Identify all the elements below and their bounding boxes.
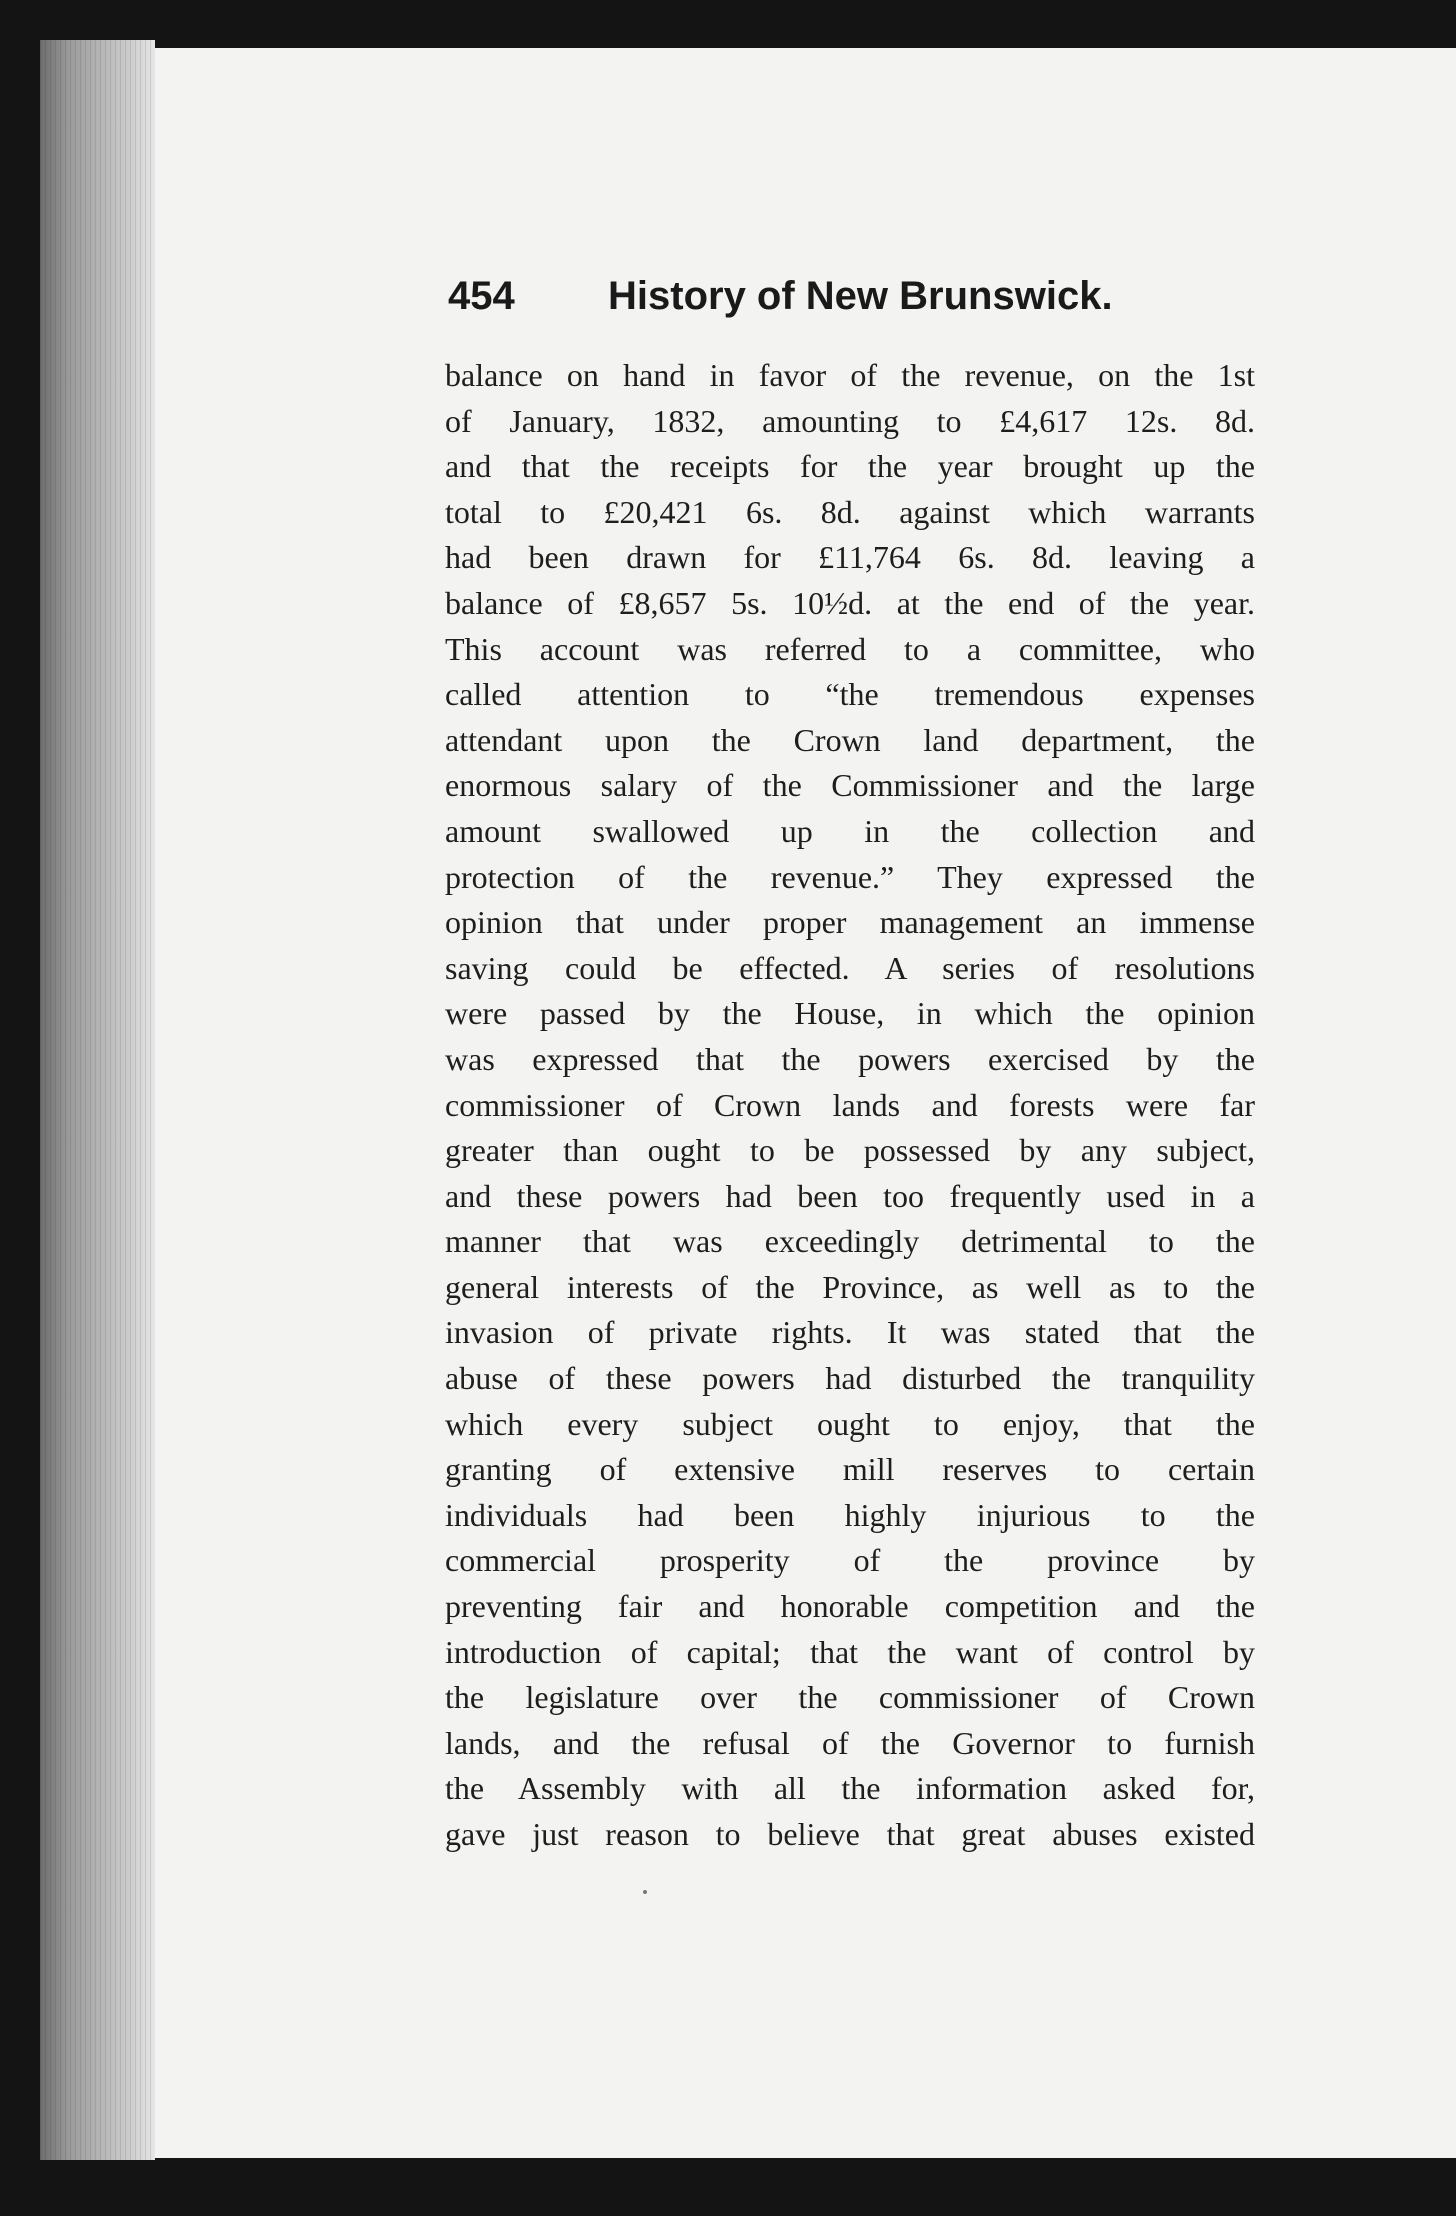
text-line: and that the receipts for the year brought up the	[445, 448, 1255, 485]
text-line: amount swallowed up in the collection and	[445, 812, 1255, 849]
text-line: balance of £8,657 5s. 10½d. at the end of the year.	[445, 584, 1255, 621]
text-line: manner that was exceedingly detrimental to the	[445, 1223, 1255, 1260]
text-line: lands, and the refusal of the Governor to furnish	[445, 1724, 1255, 1761]
text-line: of January, 1832, amounting to £4,617 12s. 8d.	[445, 402, 1255, 439]
text-line: attendant upon the Crown land department, the	[445, 721, 1255, 758]
text-line: the Assembly with all the information asked for,	[445, 1770, 1255, 1807]
scan-speck	[643, 1890, 647, 1894]
text-line: enormous salary of the Commissioner and the large	[445, 767, 1255, 804]
text-line: saving could be effected. A series of resolutions	[445, 949, 1255, 986]
text-line: and these powers had been too frequently used in a	[445, 1177, 1255, 1214]
page-header	[448, 266, 1258, 326]
text-line: was expressed that the powers exercised by the	[445, 1040, 1255, 1077]
text-line: This account was referred to a committee, who	[445, 630, 1255, 667]
book-page-edges	[40, 40, 155, 2160]
text-line: introduction of capital; that the want of control by	[445, 1633, 1255, 1670]
text-line: balance on hand in favor of the revenue, on the 1st	[445, 357, 1255, 393]
text-line: total to £20,421 6s. 8d. against which warrants	[445, 493, 1255, 530]
body-text	[445, 353, 1255, 1858]
text-line: had been drawn for £11,764 6s. 8d. leaving a	[445, 539, 1255, 576]
text-line: invasion of private rights. It was stated that the	[445, 1314, 1255, 1351]
text-line: protection of the revenue.” They expressed the	[445, 858, 1255, 895]
text-line: general interests of the Province, as well as to the	[445, 1268, 1255, 1305]
text-line: abuse of these powers had disturbed the tranquility	[445, 1360, 1255, 1397]
running-title: History of New Brunswick.	[608, 274, 1113, 318]
text-line: which every subject ought to enjoy, that the	[445, 1405, 1255, 1442]
text-line: the legislature over the commissioner of Crown	[445, 1679, 1255, 1716]
text-line: individuals had been highly injurious to the	[445, 1496, 1255, 1533]
text-line: gave just reason to believe that great abuses existed	[445, 1816, 1255, 1852]
text-line: greater than ought to be possessed by any subject,	[445, 1132, 1255, 1169]
text-line: opinion that under proper management an immense	[445, 904, 1255, 941]
text-line: preventing fair and honorable competition and the	[445, 1588, 1255, 1625]
page-number: 454	[448, 274, 515, 318]
text-line: were passed by the House, in which the opinion	[445, 995, 1255, 1032]
text-line: granting of extensive mill reserves to certain	[445, 1451, 1255, 1488]
text-line: commissioner of Crown lands and forests were far	[445, 1086, 1255, 1123]
text-line: commercial prosperity of the province by	[445, 1542, 1255, 1579]
text-line: called attention to “the tremendous expenses	[445, 676, 1255, 713]
